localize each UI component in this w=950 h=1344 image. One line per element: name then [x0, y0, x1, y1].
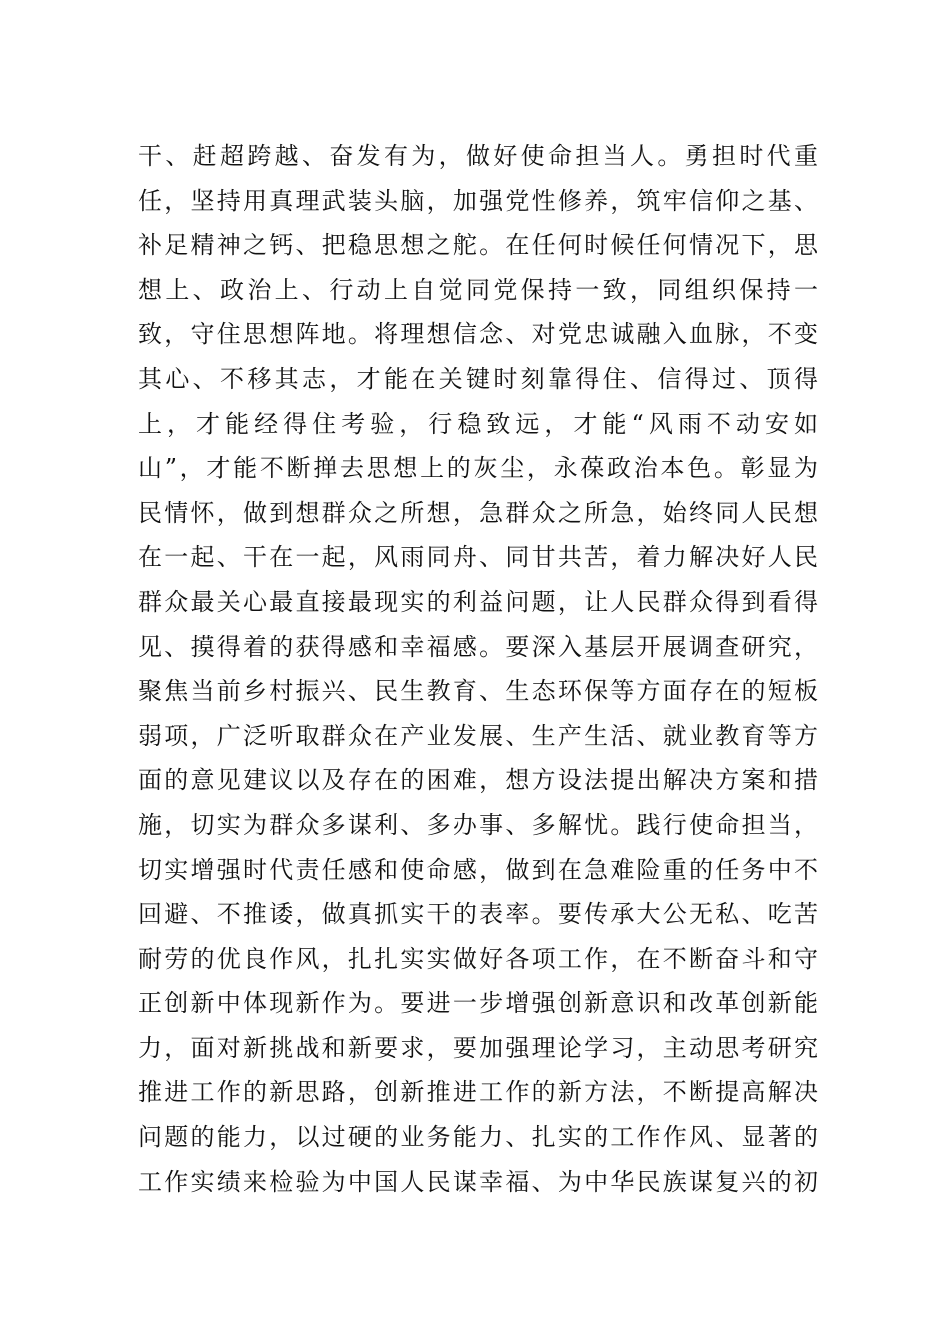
text-line: 问题的能力，以过硬的业务能力、扎实的工作作风、显著的: [138, 1123, 818, 1152]
text-line: 群众最关心最直接最现实的利益问题，让人民群众得到看得: [138, 587, 818, 616]
text-line: 工作实绩来检验为中国人民谋幸福、为中华民族谋复兴的初: [138, 1167, 818, 1196]
text-line: 致，守住思想阵地。将理想信念、对党忠诚融入血脉，不变: [138, 320, 818, 349]
text-line: 其心、不移其志，才能在关键时刻靠得住、信得过、顶得: [138, 364, 818, 393]
text-line: 回避、不推诿，做真抓实干的表率。要传承大公无私、吃苦: [138, 900, 818, 929]
text-line: 上，才能经得住考验，行稳致远，才能“风雨不动安如: [138, 409, 818, 438]
text-line: 想上、政治上、行动上自觉同党保持一致，同组织保持一: [138, 275, 818, 304]
text-line: 干、赶超跨越、奋发有为，做好使命担当人。勇担时代重: [138, 142, 818, 170]
text-line: 在一起、干在一起，风雨同舟、同甘共苦，着力解决好人民: [138, 543, 818, 572]
text-line: 力，面对新挑战和新要求，要加强理论学习，主动思考研究: [138, 1033, 818, 1062]
text-line: 耐劳的优良作风，扎扎实实做好各项工作，在不断奋斗和守: [138, 944, 818, 973]
body-paragraph: [138, 134, 818, 1204]
text-line: 面的意见建议以及存在的困难，想方设法提出解决方案和措: [138, 766, 818, 795]
text-line: 补足精神之钙、把稳思想之舵。在任何时候任何情况下，思: [138, 231, 818, 260]
text-line: 弱项，广泛听取群众在产业发展、生产生活、就业教育等方: [138, 721, 818, 750]
text-line: 山”，才能不断掸去思想上的灰尘，永葆政治本色。彰显为: [138, 454, 818, 483]
text-line: 见、摸得着的获得感和幸福感。要深入基层开展调查研究，: [138, 632, 818, 661]
text-line: 聚焦当前乡村振兴、民生教育、生态环保等方面存在的短板: [138, 677, 818, 706]
text-line: 切实增强时代责任感和使命感，做到在急难险重的任务中不: [138, 855, 818, 884]
text-line: 任，坚持用真理武装头脑，加强党性修养，筑牢信仰之基、: [138, 186, 818, 215]
text-line: 民情怀，做到想群众之所想，急群众之所急，始终同人民想: [138, 498, 818, 527]
text-line: 正创新中体现新作为。要进一步增强创新意识和改革创新能: [138, 989, 818, 1018]
text-line: 施，切实为群众多谋利、多办事、多解忧。践行使命担当，: [138, 810, 818, 839]
text-line: 推进工作的新思路，创新推进工作的新方法，不断提高解决: [138, 1078, 818, 1107]
